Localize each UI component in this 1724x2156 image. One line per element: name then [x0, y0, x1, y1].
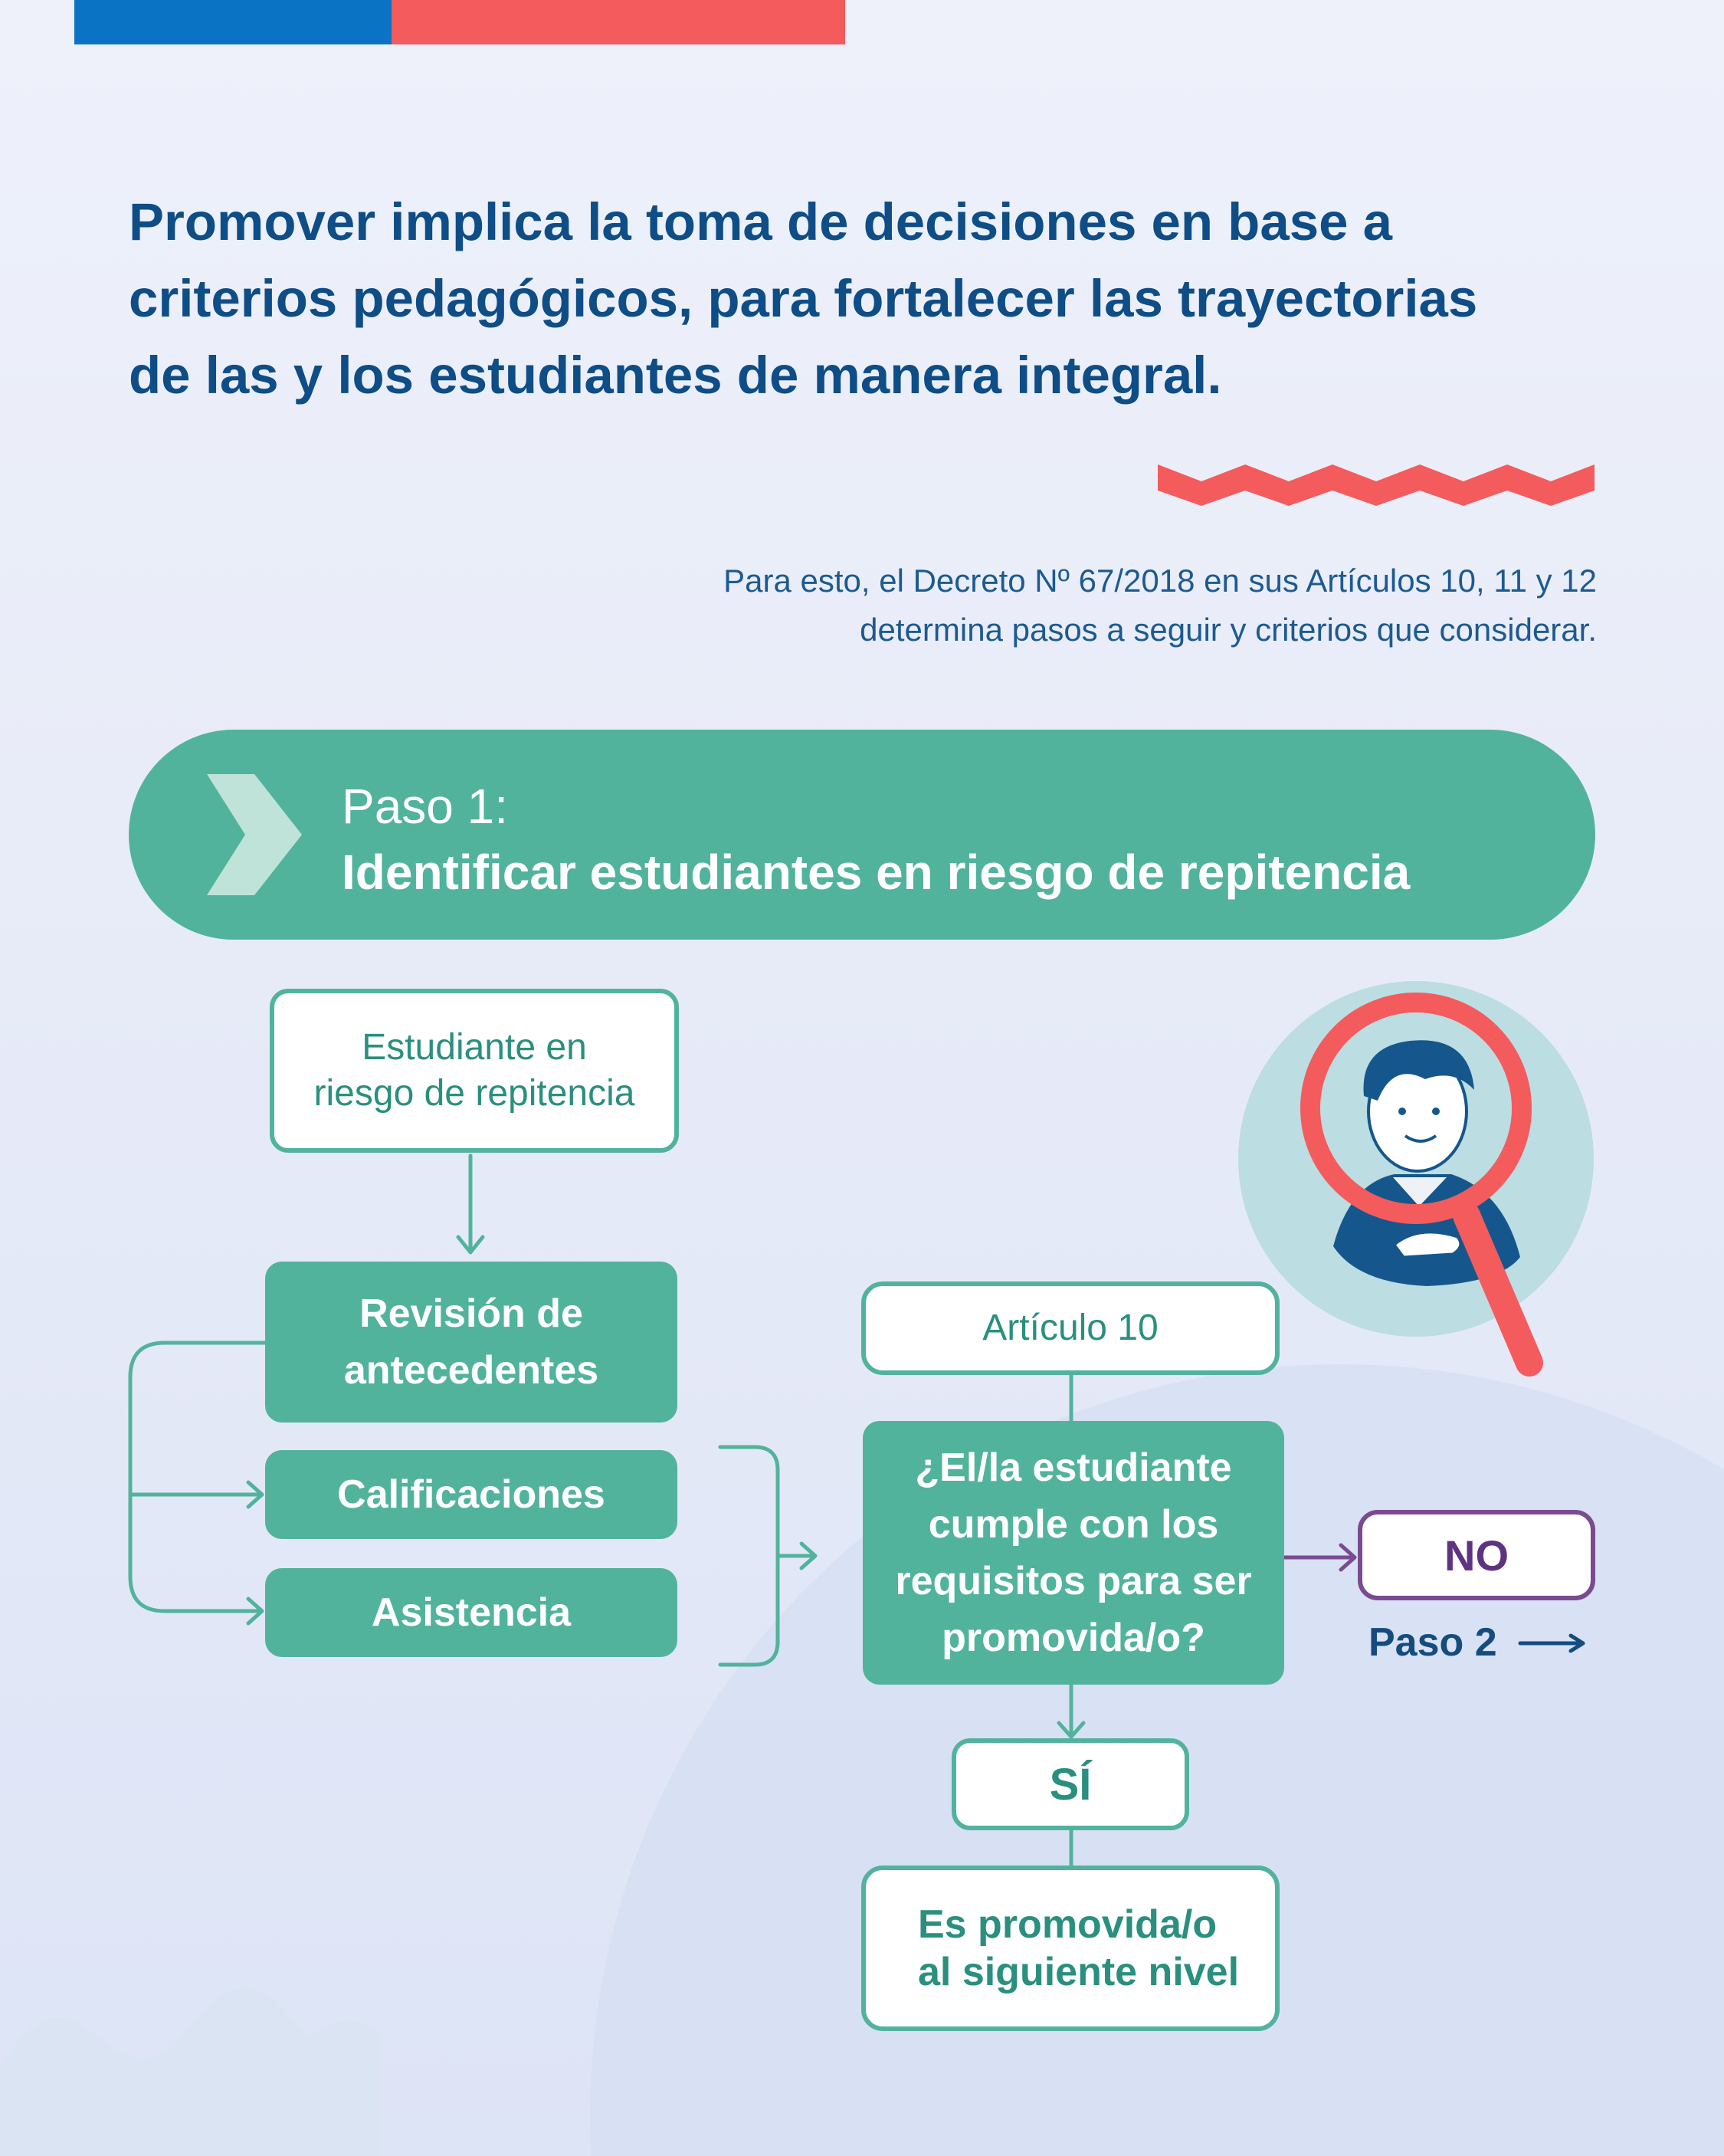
result-line: Es promovida/o	[918, 1902, 1218, 1947]
intro-line: Para esto, el Decreto Nº 67/2018 en sus Artículos 10, 11 y 12	[723, 563, 1597, 599]
question-line: cumple con los	[928, 1502, 1219, 1547]
result-line: al siguiente nivel	[918, 1950, 1240, 1994]
review-box	[265, 1262, 677, 1423]
next-step-label: Paso 2	[1368, 1620, 1497, 1665]
question-line: ¿El/la estudiante	[915, 1446, 1232, 1490]
headline-line: de las y los estudiantes de manera integral.	[129, 346, 1222, 405]
headline-line: criterios pedagógicos, para fortalecer las trayectorias	[129, 269, 1478, 328]
question-box	[863, 1421, 1284, 1685]
question-line: promovida/o?	[942, 1616, 1205, 1660]
magnifier-student-illustration	[1235, 976, 1603, 1390]
step-number: Paso 1:	[342, 779, 509, 834]
step-title: Identificar estudiantes en riesgo de repitencia	[342, 845, 1411, 900]
question-line: requisitos para ser	[895, 1559, 1252, 1603]
result-box	[861, 1866, 1280, 2031]
start-box	[270, 989, 679, 1153]
yes-box: SÍ	[952, 1738, 1189, 1830]
start-line: Estudiante en	[362, 1027, 587, 1068]
review-line: Revisión de	[359, 1291, 583, 1336]
grades-box: Calificaciones	[265, 1450, 677, 1539]
article-box: Artículo 10	[861, 1281, 1280, 1375]
bracket-left	[130, 1343, 265, 1611]
headline-line: Promover implica la toma de decisiones en base a	[129, 192, 1392, 251]
intro-line: determina pasos a seguir y criterios que considerar.	[860, 612, 1597, 648]
no-box: NO	[1358, 1510, 1595, 1600]
start-line: riesgo de repitencia	[313, 1073, 635, 1114]
bracket-right	[720, 1447, 778, 1665]
attendance-box: Asistencia	[265, 1568, 677, 1657]
review-line: antecedentes	[343, 1348, 599, 1393]
